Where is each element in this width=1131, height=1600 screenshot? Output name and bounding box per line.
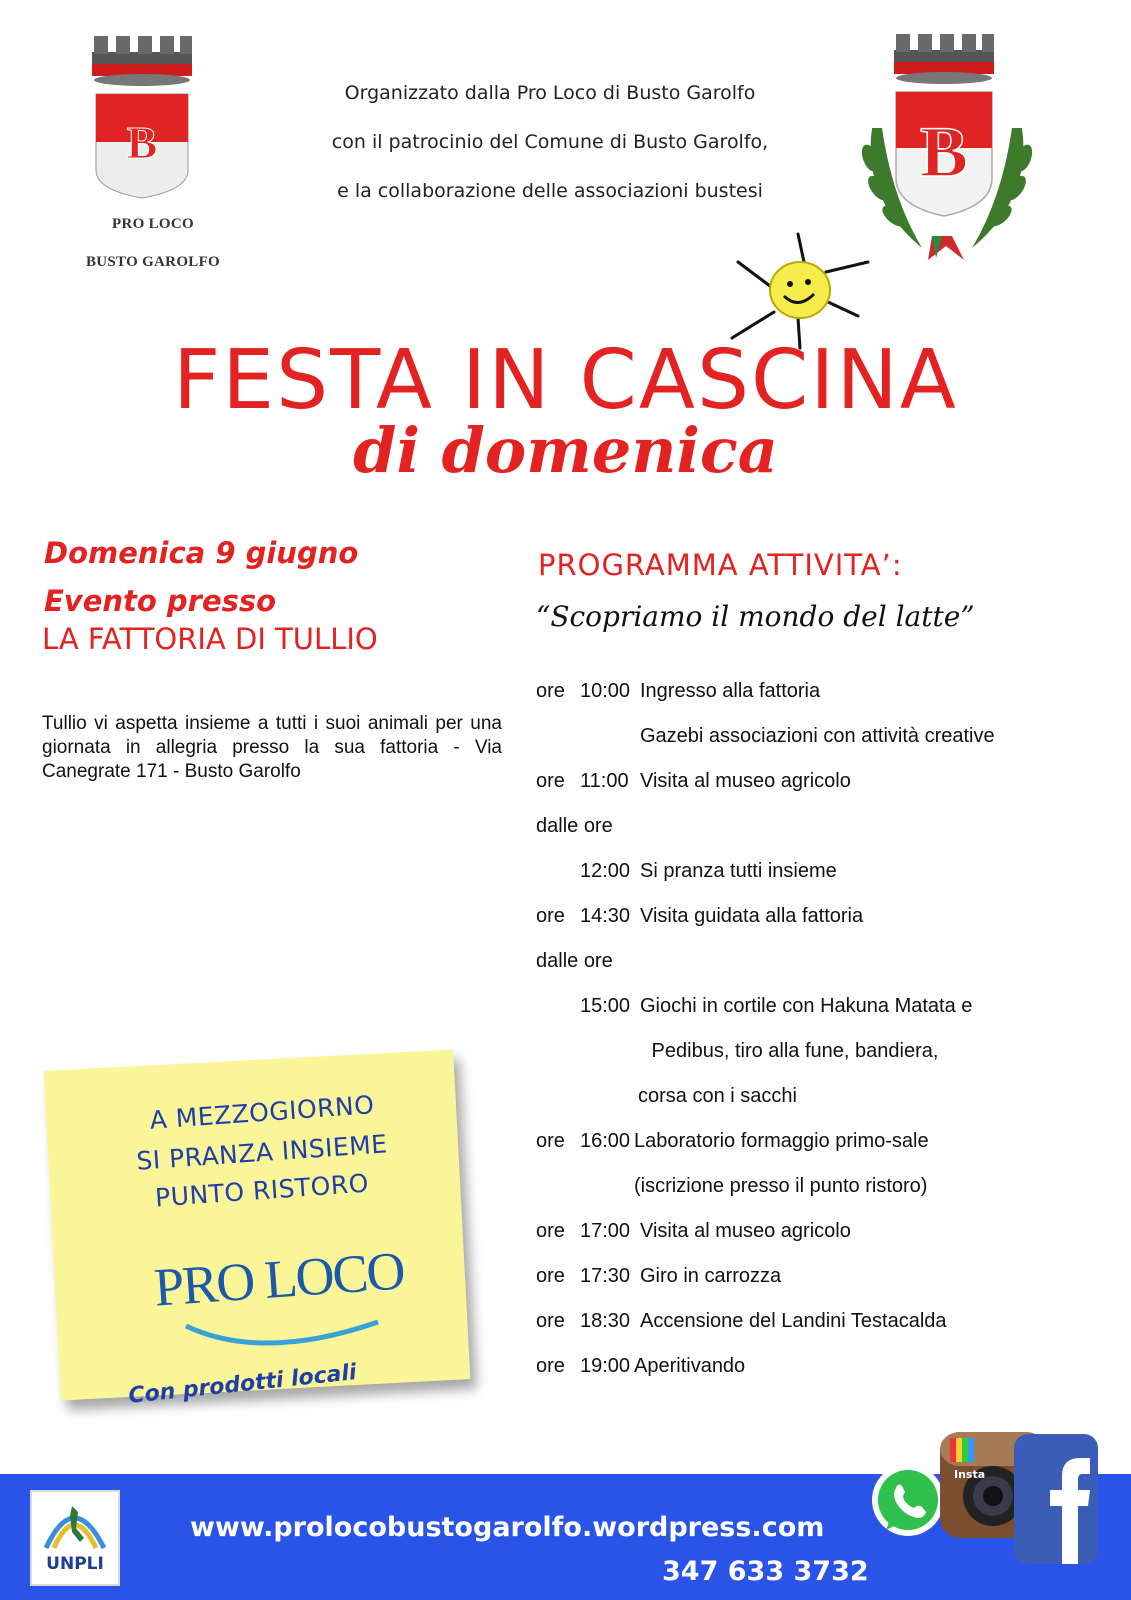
schedule-ore: ore	[536, 1265, 565, 1287]
schedule-activity: Ingresso alla fattoria	[640, 680, 821, 702]
unpli-logo	[30, 1490, 120, 1586]
schedule-ore: ore	[536, 905, 565, 927]
organizer-line-3: e la collaborazione delle associazioni bustesi	[337, 180, 763, 202]
program-title: PROGRAMMA ATTIVITA’:	[538, 548, 903, 582]
schedule-activity: Visita al museo agricolo	[640, 770, 851, 792]
wave-icon	[182, 1316, 382, 1356]
schedule-time: 12:00	[580, 860, 631, 882]
schedule-time: 14:30	[580, 905, 631, 927]
note-line-1: A MEZZOGIORNO	[148, 1090, 376, 1135]
schedule-ore: ore	[536, 770, 565, 792]
schedule-activity: Gazebi associazioni con attività creative	[640, 725, 995, 747]
schedule-activity: Visita al museo agricolo	[640, 1220, 851, 1242]
program-subtitle: “Scopriamo il mondo del latte”	[536, 600, 975, 633]
main-title: FESTA IN CASCINA	[173, 333, 958, 428]
schedule-ore: ore	[536, 680, 565, 702]
sub-title: di domenica	[353, 414, 778, 487]
svg-text:B: B	[126, 117, 158, 168]
schedule-activity: (iscrizione presso il punto ristoro)	[634, 1175, 928, 1197]
facebook-icon[interactable]	[1014, 1434, 1098, 1564]
proloco-caption-line1: PRO LOCO	[112, 216, 194, 232]
schedule-ore: dalle ore	[536, 815, 613, 837]
event-location-name: LA FATTORIA DI TULLIO	[42, 622, 378, 656]
schedule-time: 18:30	[580, 1310, 631, 1332]
event-location-intro: Evento presso	[44, 584, 277, 618]
schedule-ore: ore	[536, 1220, 565, 1242]
event-date: Domenica 9 giugno	[44, 536, 359, 570]
proloco-caption-line2: BUSTO GAROLFO	[85, 254, 221, 270]
schedule-activity: Aperitivando	[634, 1355, 746, 1377]
svg-text:B: B	[919, 112, 969, 192]
proloco-crest	[82, 30, 202, 200]
schedule-activity: Giochi in cortile con Hakuna Matata e	[640, 995, 973, 1017]
phone-number: 347 633 3732	[662, 1556, 869, 1587]
schedule-ore: dalle ore	[536, 950, 613, 972]
schedule-activity: corsa con i sacchi	[638, 1085, 797, 1107]
comune-crest	[852, 28, 1042, 288]
note-line-3: PUNTO RISTORO	[154, 1168, 370, 1213]
proloco-logo: PRO LOCO	[152, 1240, 406, 1318]
organizer-line-2: con il patrocinio del Comune di Busto Garolfo,	[331, 131, 769, 153]
unpli-label: UNPLI	[46, 1554, 104, 1574]
schedule-time: 11:00	[580, 770, 629, 792]
schedule-activity: Visita guidata alla fattoria	[640, 905, 864, 927]
sticky-note	[42, 1040, 482, 1460]
schedule-ore: ore	[536, 1130, 565, 1152]
schedule-activity: Pedibus, tiro alla fune, bandiera,	[646, 1040, 939, 1062]
schedule-time: 15:00	[580, 995, 631, 1017]
crown-icon	[82, 30, 202, 200]
schedule-activity: Laboratorio formaggio primo-sale	[634, 1130, 929, 1152]
event-description: Tullio vi aspetta insieme a tutti i suoi animali per una giornata in allegria presso la sua fattoria - Via Canegrate 171 - Busto Garolfo	[42, 713, 502, 782]
crown-icon	[894, 34, 994, 84]
note-line-2: SI PRANZA INSIEME	[135, 1129, 389, 1176]
whatsapp-icon[interactable]	[868, 1460, 948, 1540]
schedule-ore: ore	[536, 1355, 565, 1377]
schedule-activity: Accensione del Landini Testacalda	[640, 1310, 947, 1332]
schedule-ore: ore	[536, 1310, 565, 1332]
schedule-time: 17:00	[580, 1220, 631, 1242]
italy-map-icon	[32, 1492, 118, 1552]
note-local-products: Con prodotti locali	[127, 1360, 358, 1409]
schedule-time: 17:30	[580, 1265, 631, 1287]
schedule-time: 16:00	[580, 1130, 631, 1152]
website-link[interactable]: www.prolocobustogarolfo.wordpress.com	[190, 1512, 825, 1543]
schedule-time: 19:00	[580, 1355, 631, 1377]
insta-label: Insta	[954, 1468, 986, 1481]
schedule-activity: Giro in carrozza	[640, 1265, 782, 1287]
schedule-activity: Si pranza tutti insieme	[640, 860, 837, 882]
schedule-time: 10:00	[580, 680, 631, 702]
organizer-line-1: Organizzato dalla Pro Loco di Busto Garolfo	[344, 82, 756, 104]
